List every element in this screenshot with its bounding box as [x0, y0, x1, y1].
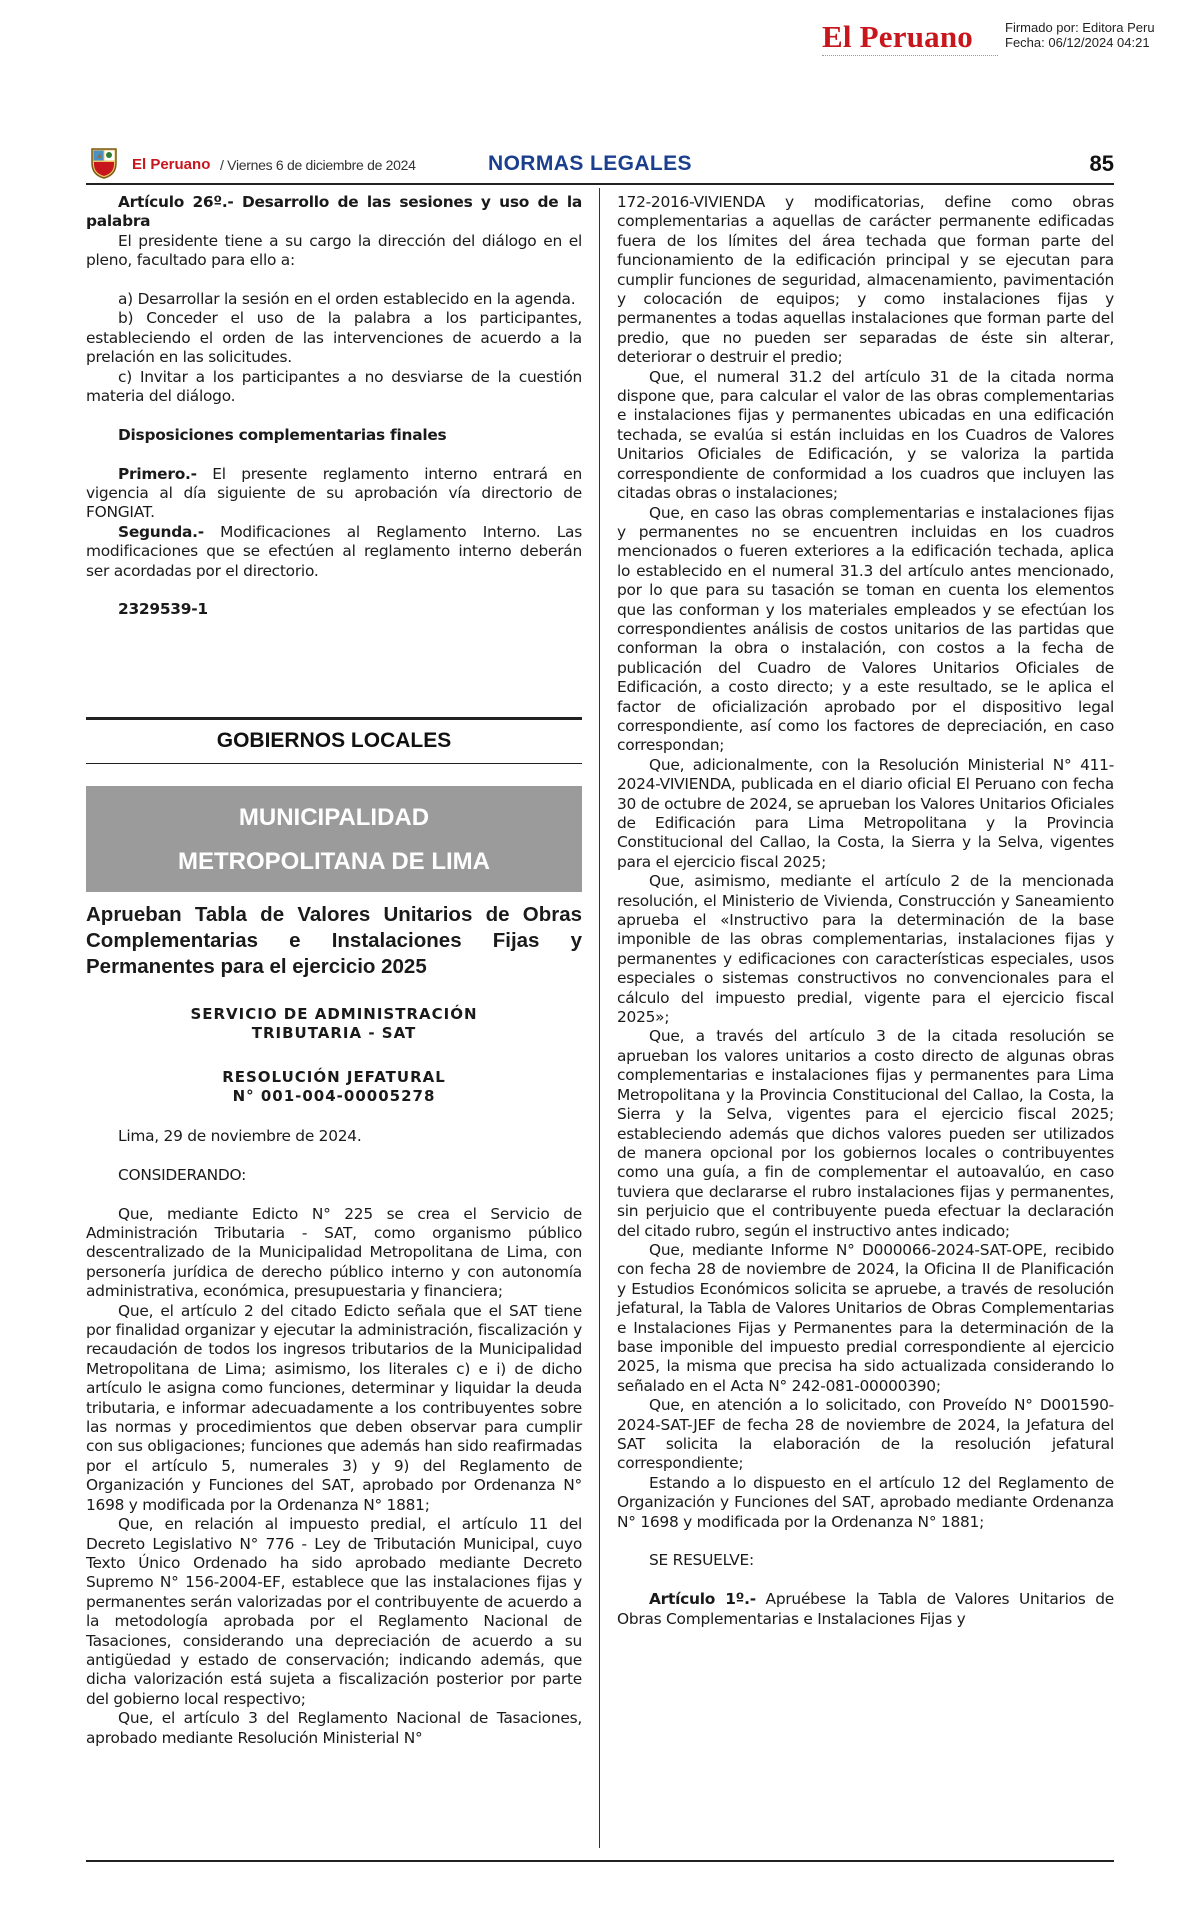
section-top-rule [86, 717, 582, 720]
recital-paragraph: Que, asimismo, mediante el artículo 2 de la mencionada resolución, el Ministerio de Vivienda, Construcción y Saneamiento aprueba el «Instructivo para la determinación de la base imponible de las obras complementarias, instalaciones fijas y permanentes y edificaciones con características especiales, usos especiales o sistemas constructivos no convencionales para el cálculo del impuesto predial, vigente para el ejercicio fiscal 2025»; [617, 872, 1114, 1027]
final-provisions-title: Disposiciones complementarias finales [118, 425, 447, 444]
resolution-number [86, 1068, 582, 1106]
recital-paragraph: Que, el artículo 2 del citado Edicto señala que el SAT tiene por finalidad organizar y ejecutar la administración, fiscalización y recaudación de todos los ingresos tributarios de la Municipalidad Metropolitana de Lima; asimismo, los literales c) e i) de dicho artículo le asigna como funciones, determinar y liquidar la deuda tributaria, e informar adecuadamente a los contribuyentes sobre las normas y procedimientos que deben observar para cumplir con sus obligaciones; funciones que además han sido reafirmadas por el artículo 5, numerales 3) y 9) del Reglamento de Organización y Funciones del SAT, aprobado por Ordenanza N° 1698 y modificada por la Ordenanza N° 1881; [86, 1301, 582, 1514]
page-number: 85 [1089, 151, 1114, 176]
header-brand: El Peruano [132, 156, 211, 173]
el-peruano-logo [822, 20, 1010, 60]
recital-paragraph: Que, el artículo 3 del Reglamento Nacional de Tasaciones, aprobado mediante Resolución Ministerial N° [86, 1709, 582, 1747]
issuing-organization-line-1: SERVICIO DE ADMINISTRACIÓN [190, 1005, 478, 1023]
article-26-title: Artículo 26º.- Desarrollo de las sesiones y uso de la palabra [86, 193, 582, 231]
issuing-organization [86, 1005, 582, 1043]
signature-date: Fecha: 06/12/2024 04:21 [1005, 35, 1150, 50]
digital-signature [1005, 20, 1155, 50]
spacer [86, 1185, 582, 1204]
recital-paragraph: Que, mediante Edicto N° 225 se crea el Servicio de Administración Tributaria - SAT, como organismo público descentralizado de la Municipalidad Metropolitana de Lima, con personería jurídica de derecho público interno y con autonomía administrativa, económica, presupuestaria y financiera; [86, 1204, 582, 1301]
spacer [617, 1571, 1114, 1590]
article-26-item-c: c) Invitar a los participantes a no desviarse de la cuestión materia del diálogo. [86, 367, 582, 406]
provision-first [86, 465, 582, 523]
recital-paragraph: Que, en atención a lo solicitado, con Proveído N° D001590-2024-SAT-JEF de fecha 28 de noviembre de 2024, la Jefatura del SAT solicita la elaboración de la resolución jefatural correspondiente; [617, 1396, 1114, 1473]
considering-heading: CONSIDERANDO: [118, 1165, 246, 1184]
spacer [86, 1146, 582, 1165]
header-section-title: NORMAS LEGALES [488, 152, 692, 175]
article-26-item-b: b) Conceder el uso de la palabra a los participantes, estableciendo el orden de las intervenciones de acuerdo a la prelación en las solicitudes. [86, 309, 582, 367]
recital-paragraph: Que, en caso las obras complementarias e instalaciones fijas y permanentes no se encuentren incluidas en los cuadros mencionados o fueren exteriores a la edificación techada, aplica lo establecido en el numeral 31.3 del artículo antes mencionado, por lo que para su tasación se toman en cuenta los elementos que las conforman y los materiales empleados y se efectúan los correspondientes análisis de costos unitarios de las partidas que conforman la obra o instalación, con costos a la fecha de publicación del Cuadro de Valores Unitarios Oficiales de Edificación, a costo directo; y a este resultado, se le aplica el factor de oficialización aprobado por el dispositivo legal correspondiente, así como los factores de depreciación, en caso correspondan; [617, 503, 1114, 755]
footer-rule [86, 1860, 1114, 1862]
provision-first-text: El presente reglamento interno entrará en vigencia al día siguiente de su aprobación vía directorio de FONGIAT. [86, 464, 582, 522]
provision-second-text: Modificaciones al Reglamento Interno. Las modificaciones que se efectúen al reglamento interno deberán ser acordadas por el directorio. [86, 522, 582, 580]
place-date: Lima, 29 de noviembre de 2024. [118, 1127, 362, 1145]
right-column [617, 193, 1114, 1629]
masthead-name: El Peruano [822, 19, 973, 54]
spacer [86, 445, 582, 464]
spacer [86, 271, 582, 290]
masthead-tagline-rule [822, 55, 998, 59]
recital-paragraph: Que, en relación al impuesto predial, el artículo 11 del Decreto Legislativo N° 776 - Ley de Tributación Municipal, cuyo Texto Único Ordenado ha sido aprobado mediante Decreto Supremo N° 156-2004-EF, establece que las instalaciones fijas y permanentes serán valorizadas por el contribuyente de acuerdo a la metodología aprobada por el Reglamento Nacional de Tasaciones, considerando una depreciación de acuerdo a su antigüedad y estado de conservación; indicando además, que dicha valorización está sujeta a fiscalización posterior por parte del gobierno local respectivo; [86, 1515, 582, 1708]
spacer [617, 1532, 1114, 1551]
provision-first-label: Primero.- [118, 464, 197, 483]
document-code: 2329539-1 [118, 600, 208, 619]
recital-paragraph: Que, adicionalmente, con la Resolución Ministerial N° 411-2024-VIVIENDA, publicada en el diario oficial El Peruano con fecha 30 de octubre de 2024, se aprueban los Valores Unitarios Oficiales de Edificación para Lima Metropolitana y la Provincia Constitucional del Callao, la Costa, la Sierra y la Selva, vigentes para el ejercicio fiscal 2025; [617, 755, 1114, 871]
institution-banner [86, 786, 582, 892]
provision-second-label: Segunda.- [118, 522, 204, 541]
institution-line-2: METROPOLITANA DE LIMA [178, 848, 490, 875]
column-divider [599, 188, 600, 1848]
article-26-body: El presidente tiene a su cargo la dirección del diálogo en el pleno, facultado para ello a: [86, 231, 582, 270]
resolves-heading: SE RESUELVE: [649, 1551, 754, 1570]
article-26-item-a: a) Desarrollar la sesión en el orden establecido en la agenda. [118, 290, 576, 309]
header-date: / Viernes 6 de diciembre de 2024 [220, 157, 416, 173]
resolution-id: N° 001-004-00005278 [232, 1087, 436, 1105]
recital-paragraph: Que, mediante Informe N° D000066-2024-SAT-OPE, recibido con fecha 28 de noviembre de 2024, la Oficina II de Planificación y Estudios Económicos solicita se apruebe, a través de resolución jefatural, la Tabla de Valores Unitarios de Obras Complementarias e Instalaciones Fijas y Permanentes para la determinación de la base imponible del impuesto predial correspondiente al ejercicio 2025, la misma que precisa ha sido actualizada considerando lo señalado en el Acta N° 242-081-00000390; [617, 1240, 1114, 1395]
article-1-label: Artículo 1º.- [649, 1590, 756, 1609]
spacer [86, 581, 582, 600]
coat-of-arms-icon [88, 145, 120, 179]
institution-line-1: MUNICIPALIDAD [238, 804, 430, 831]
article-1-text: Apruébese la Tabla de Valores Unitarios de Obras Complementarias e Instalaciones Fijas y [617, 1590, 1115, 1628]
provision-second [86, 523, 582, 581]
resolution-headline: Aprueban Tabla de Valores Unitarios de Obras Complementarias e Instalaciones Fijas y Permanentes para el ejercicio 2025 [86, 903, 582, 978]
recital-paragraph: Estando a lo dispuesto en el artículo 12 del Reglamento de Organización y Funciones del SAT, aprobado mediante Ordenanza N° 1698 y modificada por la Ordenanza N° 1881; [617, 1473, 1114, 1531]
article-1 [617, 1590, 1114, 1629]
resolution-type: RESOLUCIÓN JEFATURAL [222, 1068, 446, 1086]
issuing-organization-line-2: TRIBUTARIA - SAT [251, 1024, 417, 1042]
recital-paragraph: Que, el numeral 31.2 del artículo 31 de la citada norma dispone que, para calcular el valor de las obras complementarias e instalaciones fijas y permanentes ubicadas en una edificación techada, se evalúa si están incluidas en los Cuadros de Valores Unitarios Oficiales de Edificación, y se valoriza la partida correspondiente de conformidad a los cuadros que incluyen las citadas obras o instalaciones; [617, 367, 1114, 503]
left-column-top [86, 193, 582, 620]
section-bottom-rule [86, 763, 582, 764]
left-column-body [86, 1127, 582, 1748]
section-title: GOBIERNOS LOCALES [216, 729, 452, 752]
running-header [86, 143, 1114, 183]
recital-paragraph: Que, a través del artículo 3 de la citada resolución se aprueban los valores unitarios a costo directo de algunas obras complementarias e instalaciones fijas y permanentes para Lima Metropolitana y la Provincia Constitucional del Callao, la Costa, la Sierra y la Selva, vigentes para el ejercicio fiscal 2025; estableciendo además que dichos valores pueden ser utilizados de manera opcional por los gobiernos locales o contribuyentes como una guía, a fin de complementar el autoavalúo, en caso tuviera que declararse el rubro instalaciones fijas y permanentes, sin perjuicio que el contribuyente pueda efectuar la declaración del citado rubro, según el instructivo antes indicado; [617, 1027, 1114, 1240]
header-rule [86, 183, 1114, 185]
spacer [86, 406, 582, 425]
signature-signer: Firmado por: Editora Peru [1005, 20, 1155, 35]
recital-paragraph: 172-2016-VIVIENDA y modificatorias, define como obras complementarias a aquellas de carácter permanente edificadas fuera de los límites del área techada que forman parte del funcionamiento de la edificación principal y se ejecutan para cumplir funciones de seguridad, almacenamiento, pavimentación y colocación de equipos; y como instalaciones fijas y permanentes a todas aquellas instalaciones que forman parte del predio, que no pueden ser separadas de éste sin alterar, deteriorar o destruir el predio; [617, 193, 1114, 367]
